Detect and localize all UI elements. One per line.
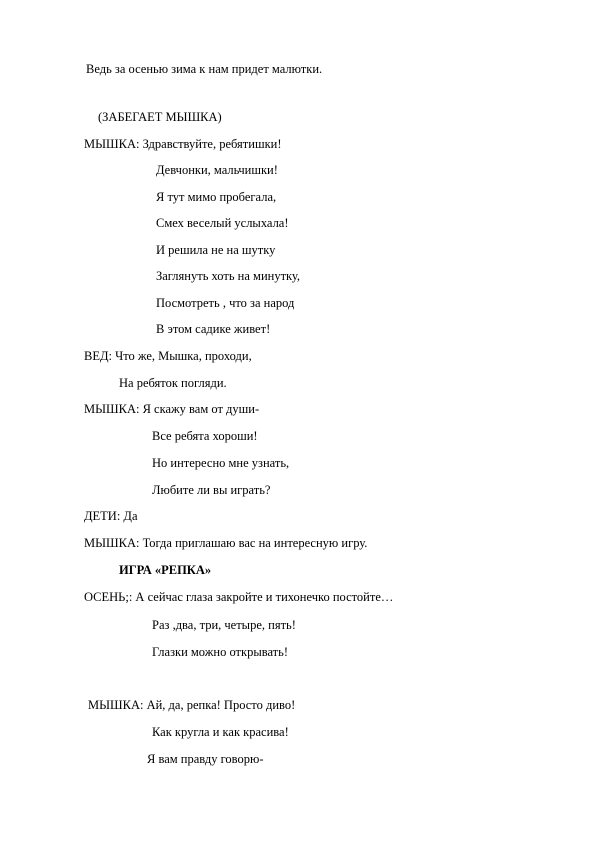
game-heading: ИГРА «РЕПКА»: [119, 563, 212, 577]
text-line: И решила не на шутку: [156, 243, 276, 257]
text-line: Смех веселый услыхала!: [156, 216, 289, 230]
dialogue-line: МЫШКА: Я скажу вам от души-: [84, 402, 260, 416]
text-line: Как кругла и как красива!: [152, 725, 289, 739]
dialogue-line: ДЕТИ: Да: [84, 509, 138, 523]
dialogue-line: ВЕД: Что же, Мышка, проходи,: [84, 349, 252, 363]
text-line: Посмотреть , что за народ: [156, 296, 295, 310]
text-line: Любите ли вы играть?: [152, 483, 271, 497]
text-line: Глазки можно открывать!: [152, 645, 289, 659]
text-line: Все ребята хороши!: [152, 429, 258, 443]
text-line: Раз ,два, три, четыре, пять!: [152, 618, 296, 632]
dialogue-line: ОСЕНЬ;: А сейчас глаза закройте и тихонечко постойте…: [84, 590, 394, 604]
text-line: Ведь за осенью зима к нам придет малютки.: [86, 62, 323, 76]
text-line: На ребяток погляди.: [119, 376, 227, 390]
dialogue-line: МЫШКА: Тогда приглашаю вас на интересную игру.: [84, 536, 368, 550]
dialogue-line: МЫШКА: Здравствуйте, ребятишки!: [84, 137, 282, 151]
dialogue-line: МЫШКА: Ай, да, репка! Просто диво!: [88, 698, 296, 712]
text-line: Заглянуть хоть на минутку,: [156, 269, 301, 283]
text-line: Я вам правду говорю-: [147, 752, 264, 766]
text-line: Но интересно мне узнать,: [152, 456, 290, 470]
text-line: В этом садике живет!: [156, 322, 271, 336]
text-line: Я тут мимо пробегала,: [156, 190, 277, 204]
text-line: Девчонки, мальчишки!: [156, 163, 278, 177]
stage-direction: (ЗАБЕГАЕТ МЫШКА): [98, 110, 222, 124]
